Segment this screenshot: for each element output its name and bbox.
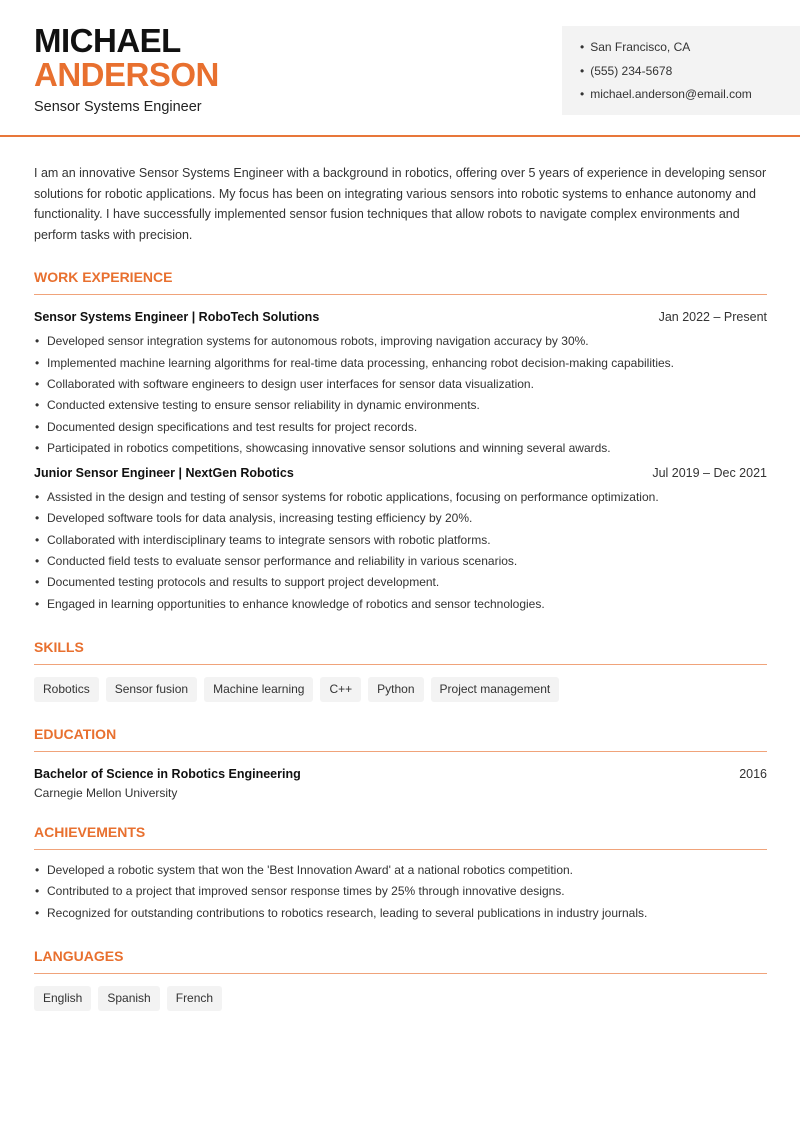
skill-tag: Python xyxy=(368,677,423,702)
skill-tag: Robotics xyxy=(34,677,99,702)
list-item: • Contributed to a project that improved sensor response times by 25% through innovative designs. xyxy=(34,881,767,902)
list-item: • Collaborated with software engineers to design user interfaces for sensor data visualization. xyxy=(34,374,767,395)
list-item: • Recognized for outstanding contributions to robotics research, leading to several publications in industry journals. xyxy=(34,903,767,924)
section-heading-skills: SKILLS xyxy=(34,639,767,665)
first-name: MICHAEL xyxy=(34,22,181,59)
section-heading-education: EDUCATION xyxy=(34,726,767,752)
graduation-year: 2016 xyxy=(739,766,767,781)
language-tag: Spanish xyxy=(98,986,159,1011)
job-entry xyxy=(34,464,767,615)
degree: Bachelor of Science in Robotics Engineering xyxy=(34,766,301,781)
section-heading-achievements: ACHIEVEMENTS xyxy=(34,824,767,850)
school: Carnegie Mellon University xyxy=(34,785,178,800)
summary: I am an innovative Sensor Systems Engineer with a background in robotics, offering over 5 years of experience in developing sensor solutions for robotic applications. My focus has been on integrating various sensors into robotic systems to enhance autonomy and functionality. I have successfully implemented sensor fusion techniques that allow robots to navigate complex environments and perform tasks with precision. xyxy=(34,166,767,242)
resume-header xyxy=(0,0,800,137)
job-title: Junior Sensor Engineer | NextGen Robotics xyxy=(34,466,294,481)
language-tag: French xyxy=(167,986,222,1011)
list-item: • Conducted field tests to evaluate sensor performance and reliability in various scenarios. xyxy=(34,551,767,572)
job-title: Sensor Systems Engineer xyxy=(34,99,202,115)
list-item: • Developed software tools for data analysis, increasing testing efficiency by 20%. xyxy=(34,508,767,529)
list-item: • Assisted in the design and testing of sensor systems for robotic applications, focusing on performance optimization. xyxy=(34,487,767,508)
contact-email[interactable]: • michael.anderson@email.com xyxy=(580,85,800,109)
job-entry xyxy=(34,308,767,459)
language-tag: English xyxy=(34,986,91,1011)
list-item: • Collaborated with interdisciplinary teams to integrate sensors with robotic platforms. xyxy=(34,530,767,551)
list-item: • Conducted extensive testing to ensure sensor reliability in dynamic environments. xyxy=(34,395,767,416)
job-title: Sensor Systems Engineer | RoboTech Solutions xyxy=(34,310,320,325)
list-item: • Engaged in learning opportunities to enhance knowledge of robotics and sensor technologies. xyxy=(34,594,767,615)
skill-tag: Sensor fusion xyxy=(106,677,197,702)
list-item: • Developed sensor integration systems for autonomous robots, improving navigation accuracy by 30%. xyxy=(34,331,767,352)
contact-box xyxy=(562,26,800,115)
section-heading-work: WORK EXPERIENCE xyxy=(34,269,767,295)
skill-tag: Project management xyxy=(431,677,560,702)
list-item: • Documented testing protocols and results to support project development. xyxy=(34,572,767,593)
job-dates: Jan 2022 – Present xyxy=(658,310,767,325)
languages-list xyxy=(34,986,767,1011)
last-name: ANDERSON xyxy=(34,56,219,93)
contact-location: • San Francisco, CA xyxy=(580,38,800,62)
list-item: • Documented design specifications and test results for project records. xyxy=(34,417,767,438)
list-item: • Participated in robotics competitions, showcasing innovative sensor solutions and winning several awards. xyxy=(34,438,767,459)
section-heading-languages: LANGUAGES xyxy=(34,948,767,974)
job-dates: Jul 2019 – Dec 2021 xyxy=(652,466,767,481)
contact-phone: • (555) 234-5678 xyxy=(580,62,800,86)
skill-tag: C++ xyxy=(320,677,361,702)
list-item: • Developed a robotic system that won the 'Best Innovation Award' at a national robotics competition. xyxy=(34,860,767,881)
skill-tag: Machine learning xyxy=(204,677,313,702)
list-item: • Implemented machine learning algorithms for real-time data processing, enhancing robot decision-making capabilities. xyxy=(34,353,767,374)
skills-list xyxy=(34,677,767,702)
